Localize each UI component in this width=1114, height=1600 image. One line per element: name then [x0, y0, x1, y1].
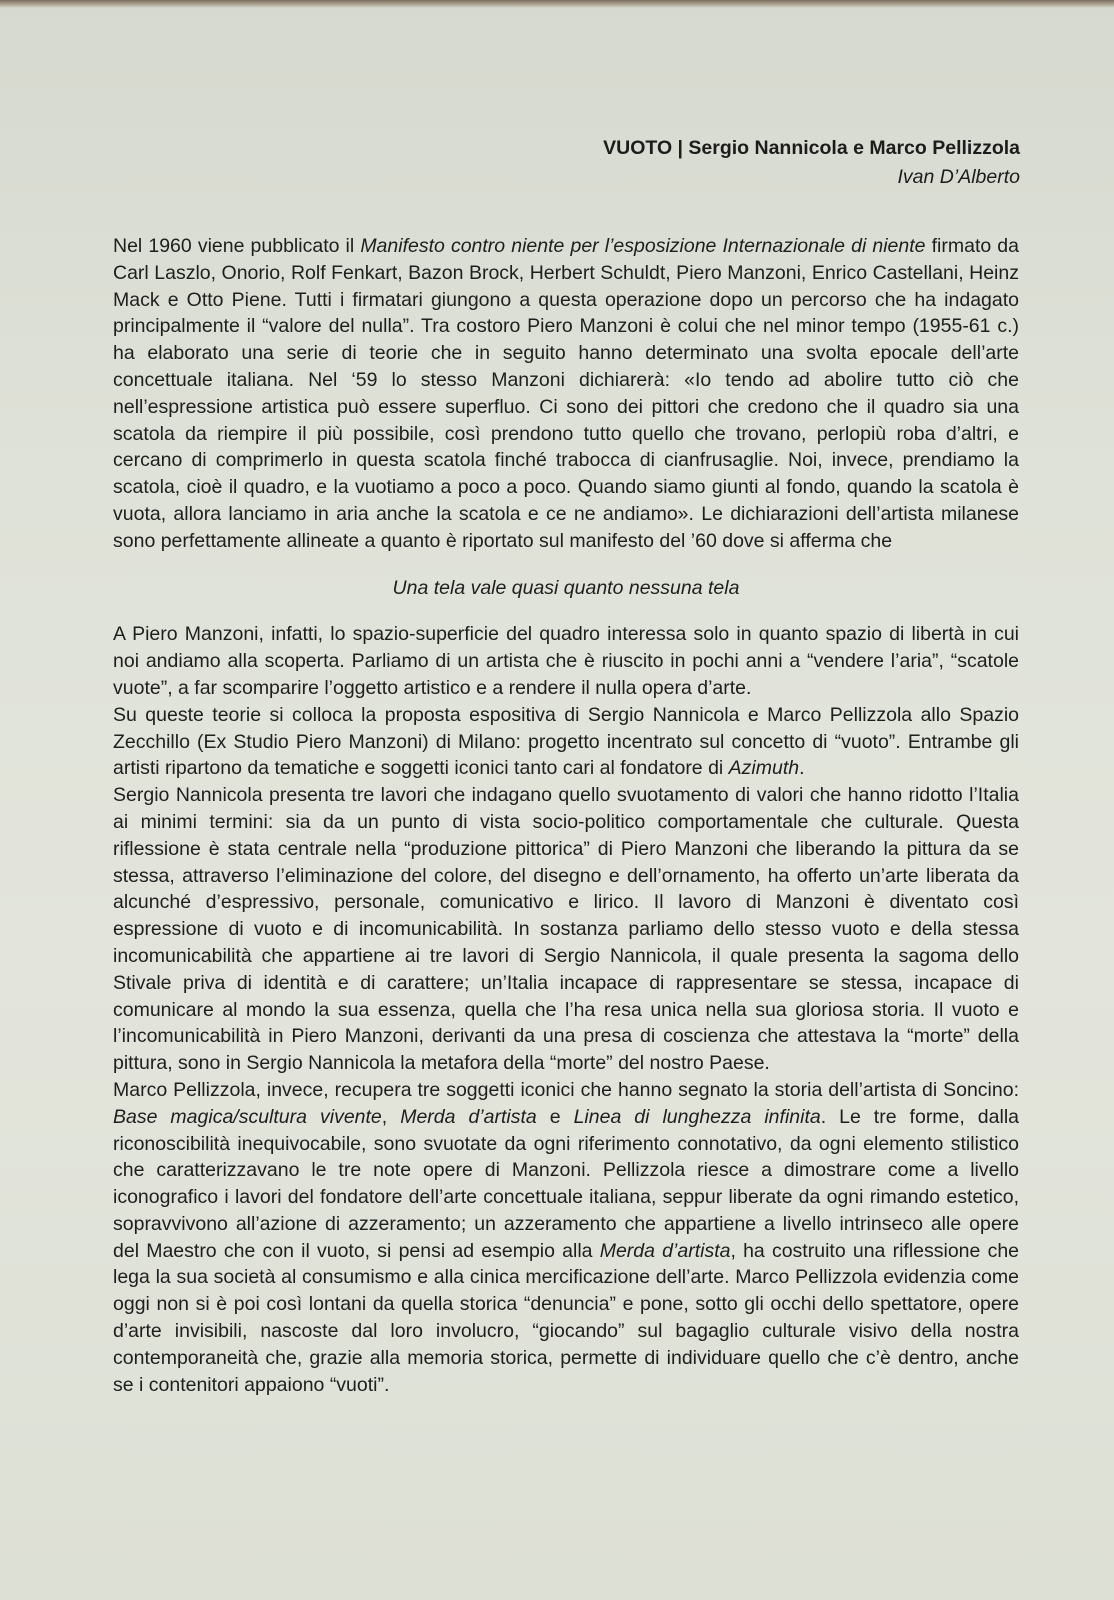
paragraph-exhibition-text: Su queste teorie si colloca la proposta espositiva di Sergio Nannicola e Marco Pellizzola allo Spazio Zecchillo (Ex Studio Piero Manzoni) di Milano: progetto incentrato sul concetto di “vuoto”. Entrambe gli artisti ripartono da tematiche e soggetti iconici tanto cari al fondatore di	[113, 703, 1019, 780]
work-title-merda-dartista-2: Merda d’artista	[599, 1239, 731, 1262]
paragraph-pellizzola	[113, 1077, 1019, 1399]
pellizzola-text-c: e	[536, 1105, 574, 1128]
work-title-linea: Linea di lunghezza infinita	[573, 1105, 821, 1128]
pellizzola-text-a: Marco Pellizzola, invece, recupera tre soggetti iconici che hanno segnato la storia dell’artista di Soncino:	[113, 1078, 1019, 1101]
work-title-base-magica: Base magica/scultura vivente	[113, 1105, 382, 1128]
pellizzola-text-d: . Le tre forme, dalla riconoscibilità inequivocabile, sono svuotate da ogni riferimento connotativo, da ogni elemento stilistico che caratterizzavano le tre note opere di Manzoni. Pellizzola riesce a dimostrare come a livello iconografico i lavori del fondatore dell’arte concettuale italiana, seppur liberate da ogni rimando estetico, sopravvivono all’azione di azzeramento; un azzeramento che appartiene a livello intrinseco alle opere del Maestro che con il vuoto, si pensi ad esempio alla	[113, 1105, 1020, 1262]
paragraph-intro-lead: Nel 1960 viene pubblicato il	[113, 235, 361, 257]
paragraph-exhibition-end: .	[799, 757, 805, 780]
pellizzola-text-e: , ha costruito una riflessione che lega la sua società al consumismo e alla cinica mercificazione dell’arte. Marco Pellizzola evidenzia come oggi non si è poi così lontani da quella storica “denuncia” e pone, sotto gli occhi dello spettatore, opere d’arte invisibili, nascoste dal loro involucro, “giocando” sul bagaglio culturale visivo della nostra contemporaneità che, grazie alla memoria storica, permette di individuare quello che c’è dentro, anche se i contenitori appaiono “vuoti”.	[113, 1239, 1020, 1396]
author-name: Ivan D’Alberto	[897, 166, 1020, 188]
paragraph-exhibition	[113, 702, 1019, 782]
pellizzola-text-b: ,	[381, 1105, 401, 1128]
paragraph-nannicola: Sergio Nannicola presenta tre lavori che indagano quello svuotamento di valori che hanno ridotto l’Italia ai minimi termini: sia da un punto di vista socio-politico comportamentale che culturale. Questa riflessione è stata centrale nella “produzione pittorica” di Piero Manzoni che liberando la pittura da se stessa, attraverso l’eliminazione del colore, del disegno e dell’ornamento, ha offerto un’arte liberata da alcunché d’espressivo, personale, comunicativo e lirico. Il lavoro di Manzoni è diventato così espressione di vuoto e di incomunicabilità. In sostanza parliamo dello stesso vuoto e della stessa incomunicabilità che appartiene ai tre lavori di Sergio Nannicola, il quale presenta la sagoma dello Stivale priva di identità e di carattere; un’Italia incapace di rappresentare se stessa, incapace di comunicare al mondo la sua essenza, quella che l’ha resa unica nella sua gloriosa storia. Il vuoto e l’incomunicabilità in Piero Manzoni, derivanti da una presa di coscienza che attestava la “morte” della pittura, sono in Sergio Nannicola la metafora della “morte” del nostro Paese.	[113, 784, 1019, 1075]
document-body	[113, 233, 1019, 1398]
document-header	[603, 134, 1020, 192]
pull-quote: Una tela vale quasi quanto nessuna tela	[392, 576, 740, 599]
document-title: VUOTO | Sergio Nannicola e Marco Pellizzola	[603, 137, 1020, 159]
paragraph-manzoni-space: A Piero Manzoni, infatti, lo spazio-superficie del quadro interessa solo in quanto spazio di libertà in cui noi andiamo alla scoperta. Parliamo di un artista che è riuscito in pochi anni a “vendere l’aria”, “scatole vuote”, a far scomparire l’oggetto artistico e a rendere il nulla opera d’arte.	[113, 623, 1019, 699]
paragraph-intro-rest: firmato da Carl Laszlo, Onorio, Rolf Fenkart, Bazon Brock, Herbert Schuldt, Piero Manzoni, Enrico Castellani, Heinz Mack e Otto Piene. Tutti i firmatari giungono a questa operazione dopo un percorso che ha indagato principalmente il “valore del nulla”. Tra costoro Piero Manzoni è colui che nel minor tempo (1955-61 c.) ha elaborato una serie di teorie che in seguito hanno determinato una svolta epocale dell’arte concettuale italiana. Nel ‘59 lo stesso Manzoni dichiarerà: «Io tendo ad abolire tutto ciò che nell’espressione artistica può essere superfluo. Ci sono dei pittori che credono che il quadro sia una scatola da riempire il più possibile, così prendono tutto quello che trovano, perlopiù roba d’altri, e cercano di comprimerlo in questa scatola finché trabocca di cianfrusaglie. Noi, invece, prendiamo la scatola, cioè il quadro, e la vuotiamo a poco a poco. Quando siamo giunti al fondo, quando la scatola è vuota, allora lanciamo in aria anche la scatola e ce ne andiamo». Le dichiarazioni dell’artista milanese sono perfettamente allineate a quanto è riportato sul manifesto del ’60 dove si afferma che	[113, 235, 1019, 552]
page-top-edge	[0, 0, 1114, 8]
paragraph-intro	[113, 233, 1019, 555]
azimuth-title: Azimuth	[728, 757, 800, 780]
work-title-merda-dartista: Merda d’artista	[400, 1105, 537, 1128]
manifesto-title: Manifesto contro niente per l’esposizione Internazionale di niente	[360, 235, 926, 257]
